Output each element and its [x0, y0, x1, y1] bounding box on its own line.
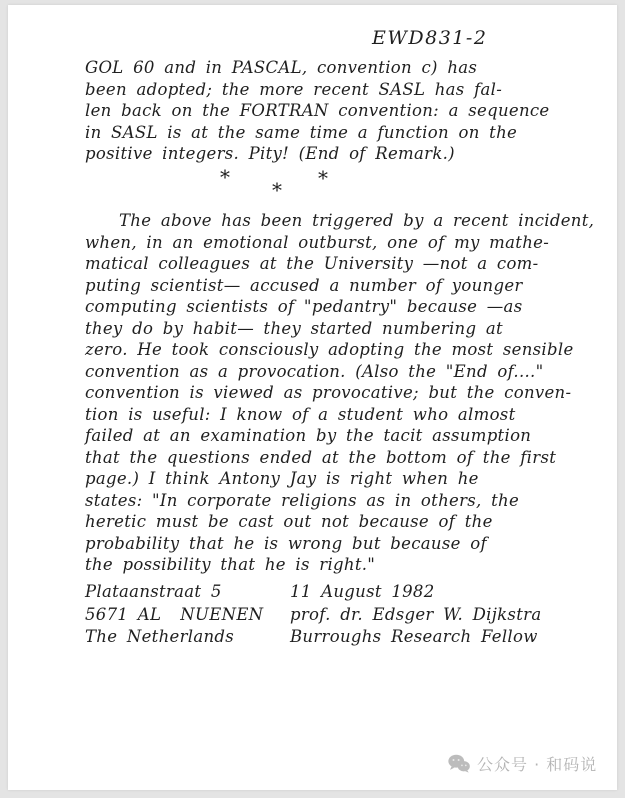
text-line: len back on the FORTRAN convention: a sequence [85, 101, 550, 120]
wechat-icon [448, 754, 470, 773]
text-line: Plataanstraat 5 [85, 582, 222, 601]
text-line: probability that he is wrong but because of [85, 533, 487, 553]
asterisk-separator [220, 165, 350, 202]
text-line: The Netherlands [85, 627, 235, 646]
text-line: computing scientists of "pedantry" because —as [85, 297, 523, 316]
paragraph-main [85, 210, 595, 576]
text-line: the possibility that he is right." [85, 555, 376, 574]
text-line: GOL 60 and in PASCAL, convention c) has [85, 58, 478, 77]
text-line: matical colleagues at the University —not a com- [85, 254, 539, 273]
text-line: convention as a provocation. (Also the "End of...." [85, 361, 544, 381]
text-line: convention is viewed as provocative; but the conven- [85, 383, 572, 402]
text-line: zero. He took consciously adopting the most sensible [85, 340, 574, 359]
asterisk: * [220, 165, 231, 189]
text-line: page.) I think Antony Jay is right when he [85, 469, 479, 488]
text-line: 11 August 1982 [290, 582, 435, 601]
text-line: been adopted; the more recent SASL has fal- [85, 79, 503, 99]
text-line: prof. dr. Edsger W. Dijkstra [290, 604, 542, 624]
asterisk: * [272, 178, 283, 202]
text-line: failed at an examination by the tacit assumption [85, 426, 532, 445]
text-line: they do by habit— they started numbering at [85, 318, 503, 338]
text-line: 5671 AL NUENEN [85, 604, 264, 624]
paragraph-continuation [85, 57, 570, 165]
text-line: in SASL is at the same time a function on the [85, 122, 518, 142]
text-line: tion is useful: I know of a student who almost [85, 404, 516, 424]
asterisk: * [318, 166, 329, 190]
text-line: The above has been triggered by a recent incident, [119, 211, 595, 230]
signature-block [290, 581, 541, 649]
text-line: heretic must be cast out not because of the [85, 512, 493, 531]
address-block [85, 581, 263, 649]
watermark [448, 752, 597, 775]
text-line: puting scientist— accused a number of younger [85, 275, 523, 295]
manuscript-page [8, 5, 617, 790]
watermark-text: 公众号 · 和码说 [477, 755, 598, 774]
text-line: positive integers. Pity! (End of Remark.) [85, 144, 455, 163]
document-id: EWD831-2 [372, 27, 488, 49]
text-line: Burroughs Research Fellow [290, 627, 538, 646]
text-line: when, in an emotional outburst, one of my mathe- [85, 232, 550, 252]
text-line: that the questions ended at the bottom of the first [85, 447, 557, 467]
text-line: states: "In corporate religions as in others, the [85, 490, 520, 510]
